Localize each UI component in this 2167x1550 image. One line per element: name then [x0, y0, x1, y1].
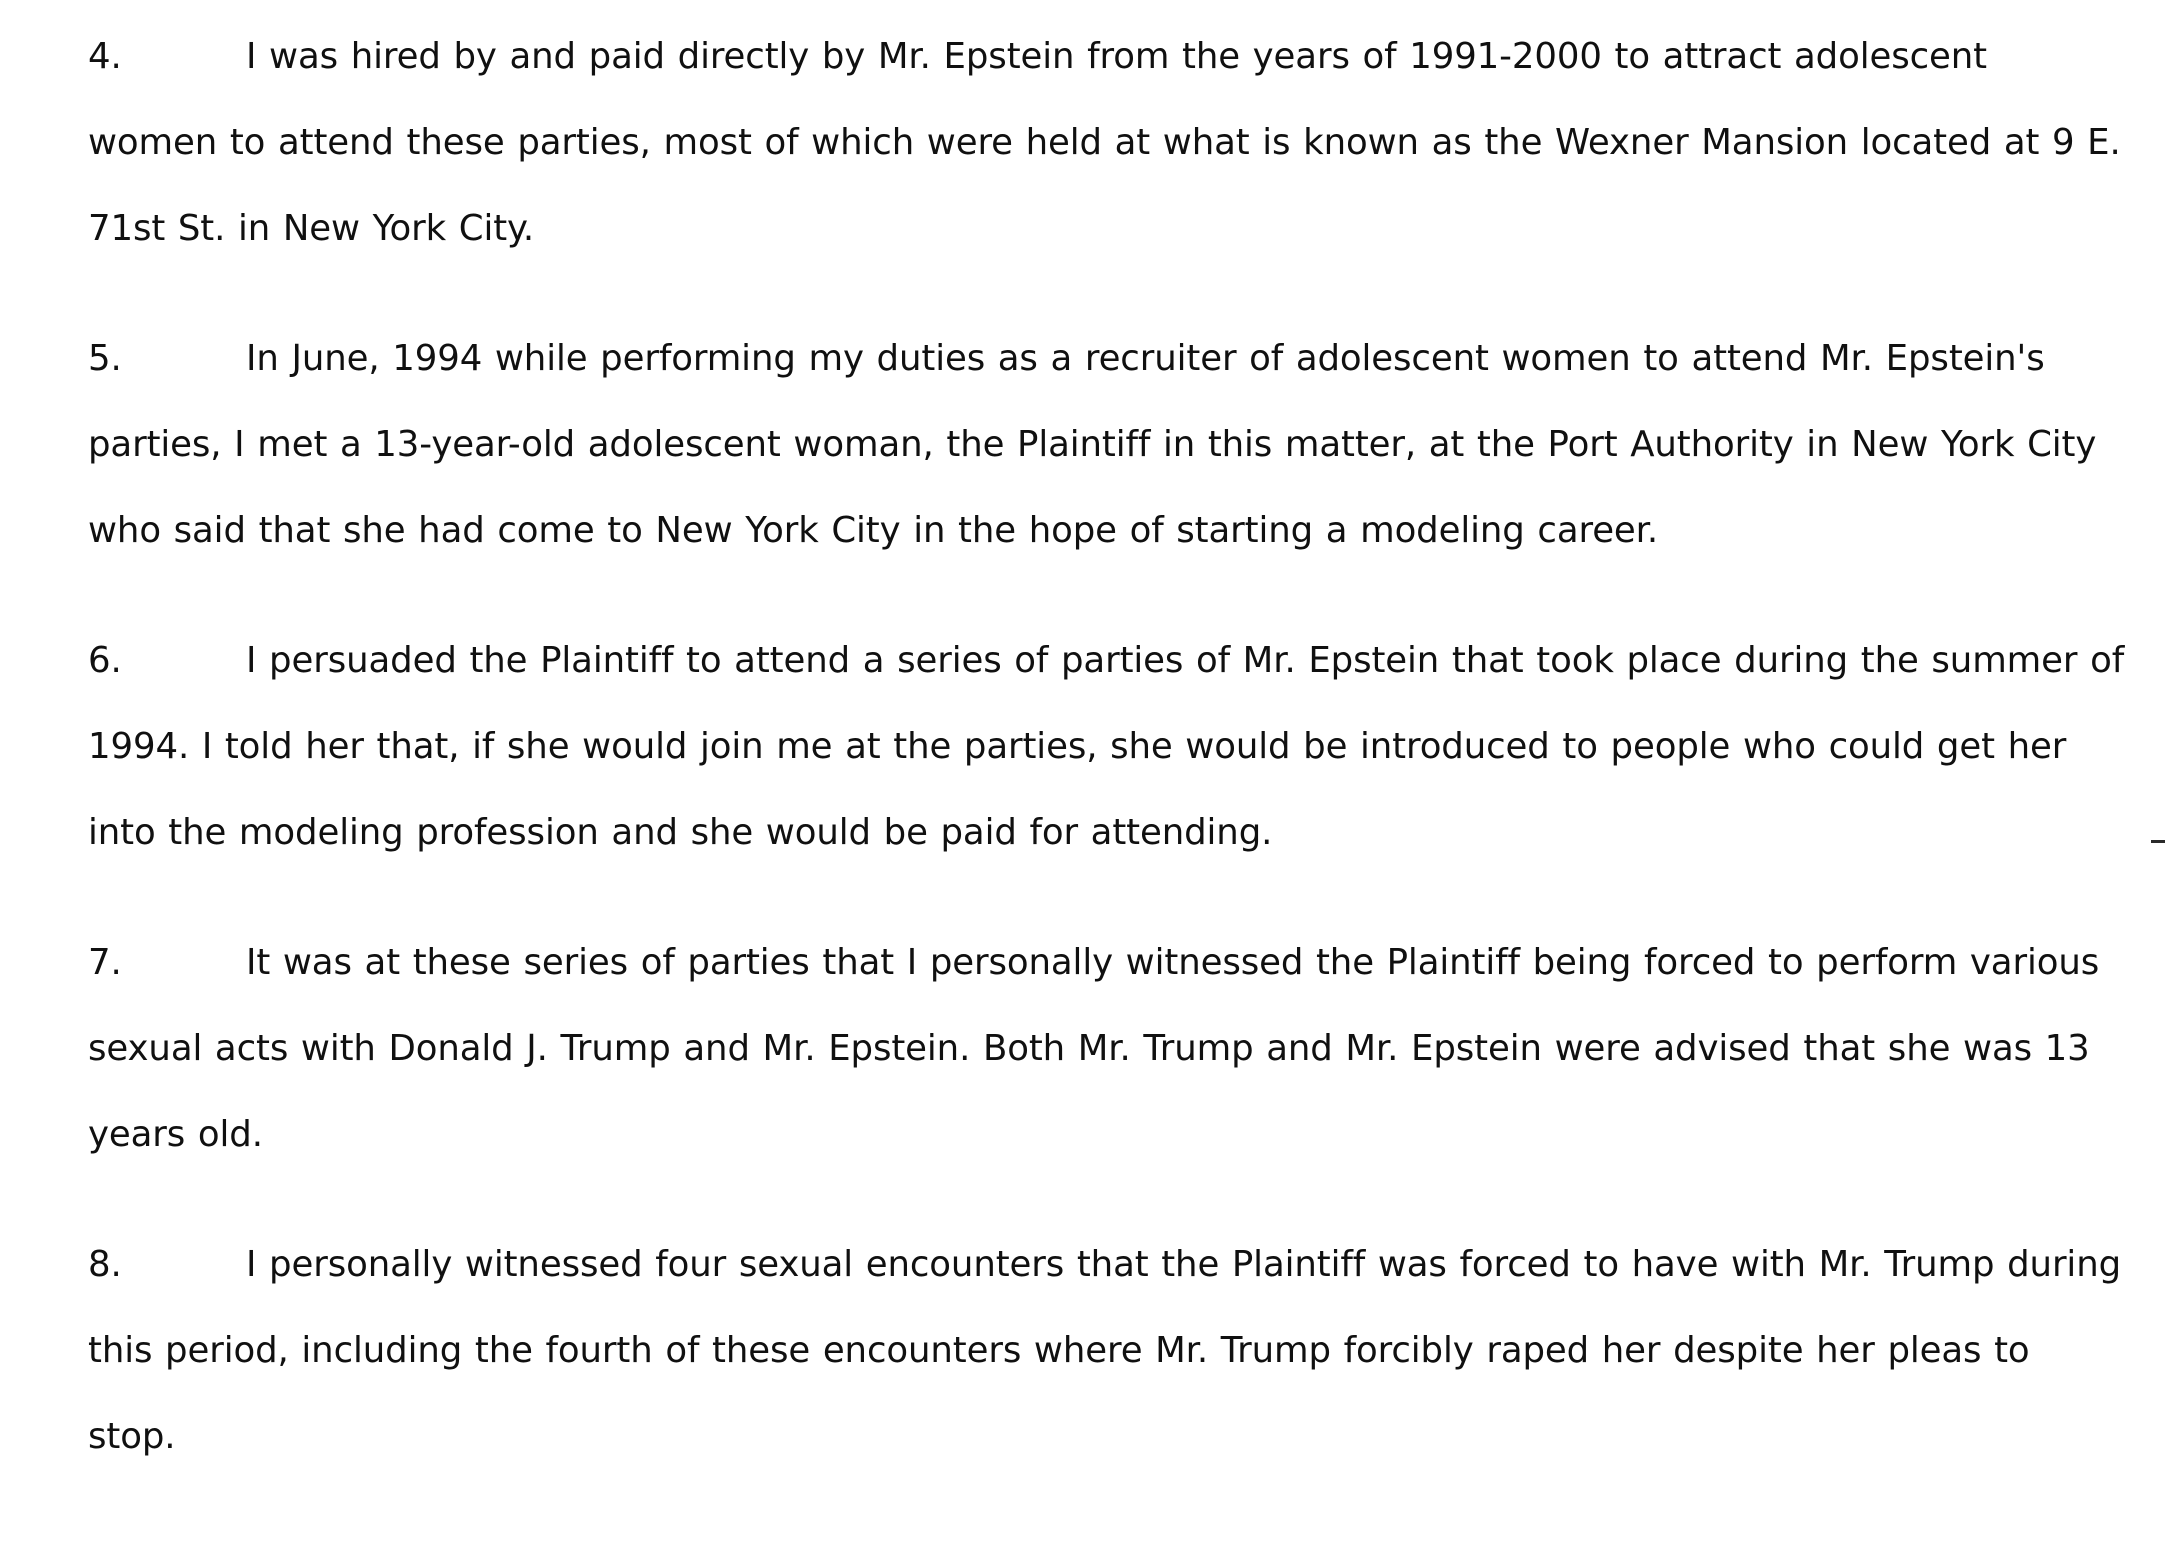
paragraph-6 [88, 618, 2128, 876]
paragraph-text: I was hired by and paid directly by Mr. Epstein from the years of 1991-2000 to attract adolescent women to attend these parties, most of which were held at what is known as the Wexner Mansion located at 9 E. 71st St. in New York City. [88, 36, 2121, 249]
paragraph-8 [88, 1222, 2128, 1480]
paragraph-5 [88, 316, 2128, 574]
paragraph-text: I personally witnessed four sexual encounters that the Plaintiff was forced to have with Mr. Trump during this period, including the fourth of these encounters where Mr. Trump forcibly raped her despite her pleas to stop. [88, 1244, 2122, 1457]
paragraph-number: 4. [88, 36, 122, 77]
paragraph-4 [88, 14, 2128, 272]
paragraph-number: 6. [88, 640, 122, 681]
scan-edge-mark [2151, 840, 2165, 843]
paragraph-text: It was at these series of parties that I personally witnessed the Plaintiff being forced to perform various sexual acts with Donald J. Trump and Mr. Epstein. Both Mr. Trump and Mr. Epstein were advised that she was 13 years old. [88, 942, 2100, 1155]
paragraph-number: 7. [88, 942, 122, 983]
paragraph-text: In June, 1994 while performing my duties as a recruiter of adolescent women to attend Mr. Epstein's parties, I met a 13-year-old adolescent woman, the Plaintiff in this matter, at the Port Authority in New York City who said that she had come to New York City in the hope of starting a modeling career. [88, 338, 2097, 551]
paragraph-text: I persuaded the Plaintiff to attend a series of parties of Mr. Epstein that took place during the summer of 1994. I told her that, if she would join me at the parties, she would be introduced to people who could get her into the modeling profession and she would be paid for attending. [88, 640, 2125, 853]
paragraph-number: 8. [88, 1244, 122, 1285]
paragraph-7 [88, 920, 2128, 1178]
document-body [88, 14, 2128, 1480]
paragraph-number: 5. [88, 338, 122, 379]
